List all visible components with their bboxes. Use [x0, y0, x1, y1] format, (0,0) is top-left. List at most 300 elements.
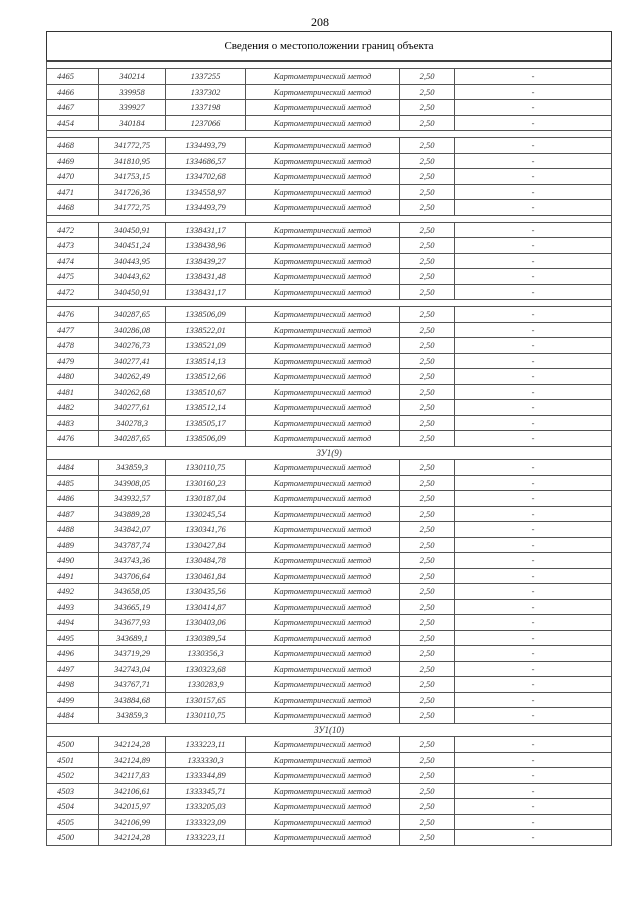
- x-coordinate-cell: 343689,1: [99, 630, 166, 646]
- x-coordinate-cell: 339927: [99, 100, 166, 116]
- description-cell: -: [455, 353, 612, 369]
- x-coordinate-cell: 340277,61: [99, 400, 166, 416]
- accuracy-cell: 2,50: [400, 830, 455, 846]
- point-number-cell: 4472: [47, 284, 99, 300]
- table-row: [47, 115, 612, 131]
- y-coordinate-cell: 1330341,76: [166, 522, 246, 538]
- method-cell: Картометрический метод: [246, 752, 400, 768]
- description-cell: -: [455, 661, 612, 677]
- section-title: ЗУ1(10): [47, 723, 612, 737]
- accuracy-cell: 2,50: [400, 584, 455, 600]
- accuracy-cell: 2,50: [400, 522, 455, 538]
- description-cell: -: [455, 799, 612, 815]
- table-row: [47, 153, 612, 169]
- description-cell: -: [455, 646, 612, 662]
- table-row: [47, 353, 612, 369]
- method-cell: Картометрический метод: [246, 431, 400, 447]
- method-cell: Картометрический метод: [246, 222, 400, 238]
- accuracy-cell: 2,50: [400, 115, 455, 131]
- method-cell: Картометрический метод: [246, 584, 400, 600]
- table-row: [47, 615, 612, 631]
- x-coordinate-cell: 342106,99: [99, 814, 166, 830]
- table-row: [47, 599, 612, 615]
- accuracy-cell: 2,50: [400, 238, 455, 254]
- description-cell: -: [455, 400, 612, 416]
- x-coordinate-cell: 342124,28: [99, 737, 166, 753]
- accuracy-cell: 2,50: [400, 553, 455, 569]
- x-coordinate-cell: 340278,3: [99, 415, 166, 431]
- separator-row: [47, 61, 612, 69]
- table-row: [47, 322, 612, 338]
- table-row: [47, 537, 612, 553]
- table-row: [47, 184, 612, 200]
- y-coordinate-cell: 1330389,54: [166, 630, 246, 646]
- method-cell: Картометрический метод: [246, 200, 400, 216]
- accuracy-cell: 2,50: [400, 475, 455, 491]
- x-coordinate-cell: 343658,05: [99, 584, 166, 600]
- table-row: [47, 630, 612, 646]
- method-cell: Картометрический метод: [246, 69, 400, 85]
- x-coordinate-cell: 342124,89: [99, 752, 166, 768]
- accuracy-cell: 2,50: [400, 138, 455, 154]
- y-coordinate-cell: 1333205,03: [166, 799, 246, 815]
- point-number-cell: 4477: [47, 322, 99, 338]
- y-coordinate-cell: 1330323,68: [166, 661, 246, 677]
- accuracy-cell: 2,50: [400, 768, 455, 784]
- description-cell: -: [455, 222, 612, 238]
- accuracy-cell: 2,50: [400, 84, 455, 100]
- y-coordinate-cell: 1333223,11: [166, 830, 246, 846]
- method-cell: Картометрический метод: [246, 708, 400, 724]
- method-cell: Картометрический метод: [246, 615, 400, 631]
- section-title: ЗУ1(9): [47, 446, 612, 460]
- accuracy-cell: 2,50: [400, 153, 455, 169]
- method-cell: Картометрический метод: [246, 307, 400, 323]
- description-cell: -: [455, 138, 612, 154]
- x-coordinate-cell: 343743,36: [99, 553, 166, 569]
- accuracy-cell: 2,50: [400, 400, 455, 416]
- y-coordinate-cell: 1338522,01: [166, 322, 246, 338]
- method-cell: Картометрический метод: [246, 284, 400, 300]
- y-coordinate-cell: 1330283,9: [166, 677, 246, 693]
- x-coordinate-cell: 340262,49: [99, 369, 166, 385]
- separator-row: [47, 215, 612, 222]
- method-cell: Картометрический метод: [246, 475, 400, 491]
- table-row: [47, 253, 612, 269]
- point-number-cell: 4503: [47, 783, 99, 799]
- table-row: [47, 768, 612, 784]
- method-cell: Картометрический метод: [246, 100, 400, 116]
- point-number-cell: 4473: [47, 238, 99, 254]
- table-row: [47, 522, 612, 538]
- point-number-cell: 4498: [47, 677, 99, 693]
- description-cell: -: [455, 69, 612, 85]
- point-number-cell: 4484: [47, 708, 99, 724]
- x-coordinate-cell: 340443,62: [99, 269, 166, 285]
- point-number-cell: 4488: [47, 522, 99, 538]
- y-coordinate-cell: 1338514,13: [166, 353, 246, 369]
- point-number-cell: 4478: [47, 338, 99, 354]
- accuracy-cell: 2,50: [400, 615, 455, 631]
- description-cell: -: [455, 553, 612, 569]
- y-coordinate-cell: 1337198: [166, 100, 246, 116]
- accuracy-cell: 2,50: [400, 431, 455, 447]
- point-number-cell: 4468: [47, 200, 99, 216]
- point-number-cell: 4489: [47, 537, 99, 553]
- description-cell: -: [455, 460, 612, 476]
- method-cell: Картометрический метод: [246, 400, 400, 416]
- accuracy-cell: 2,50: [400, 169, 455, 185]
- x-coordinate-cell: 341772,75: [99, 200, 166, 216]
- table-row: [47, 830, 612, 846]
- x-coordinate-cell: 343884,68: [99, 692, 166, 708]
- table-row: [47, 799, 612, 815]
- description-cell: -: [455, 269, 612, 285]
- accuracy-cell: 2,50: [400, 307, 455, 323]
- description-cell: -: [455, 537, 612, 553]
- accuracy-cell: 2,50: [400, 491, 455, 507]
- table-row: [47, 338, 612, 354]
- y-coordinate-cell: 1337255: [166, 69, 246, 85]
- y-coordinate-cell: 1330160,23: [166, 475, 246, 491]
- x-coordinate-cell: 341772,75: [99, 138, 166, 154]
- table-row: [47, 708, 612, 724]
- description-cell: -: [455, 475, 612, 491]
- point-number-cell: 4505: [47, 814, 99, 830]
- accuracy-cell: 2,50: [400, 783, 455, 799]
- point-number-cell: 4470: [47, 169, 99, 185]
- x-coordinate-cell: 342743,04: [99, 661, 166, 677]
- y-coordinate-cell: 1330435,56: [166, 584, 246, 600]
- y-coordinate-cell: 1333323,09: [166, 814, 246, 830]
- point-number-cell: 4504: [47, 799, 99, 815]
- method-cell: Картометрический метод: [246, 522, 400, 538]
- point-number-cell: 4469: [47, 153, 99, 169]
- y-coordinate-cell: 1338439,27: [166, 253, 246, 269]
- y-coordinate-cell: 1334558,97: [166, 184, 246, 200]
- point-number-cell: 4501: [47, 752, 99, 768]
- method-cell: Картометрический метод: [246, 84, 400, 100]
- table-row: [47, 400, 612, 416]
- method-cell: Картометрический метод: [246, 169, 400, 185]
- method-cell: Картометрический метод: [246, 338, 400, 354]
- method-cell: Картометрический метод: [246, 353, 400, 369]
- x-coordinate-cell: 340450,91: [99, 222, 166, 238]
- point-number-cell: 4492: [47, 584, 99, 600]
- point-number-cell: 4487: [47, 506, 99, 522]
- accuracy-cell: 2,50: [400, 269, 455, 285]
- y-coordinate-cell: 1338512,14: [166, 400, 246, 416]
- method-cell: Картометрический метод: [246, 138, 400, 154]
- method-cell: Картометрический метод: [246, 537, 400, 553]
- point-number-cell: 4495: [47, 630, 99, 646]
- x-coordinate-cell: 340287,65: [99, 431, 166, 447]
- point-number-cell: 4494: [47, 615, 99, 631]
- y-coordinate-cell: 1334702,68: [166, 169, 246, 185]
- point-number-cell: 4480: [47, 369, 99, 385]
- accuracy-cell: 2,50: [400, 184, 455, 200]
- y-coordinate-cell: 1237066: [166, 115, 246, 131]
- x-coordinate-cell: 341810,95: [99, 153, 166, 169]
- method-cell: Картометрический метод: [246, 253, 400, 269]
- x-coordinate-cell: 342106,61: [99, 783, 166, 799]
- accuracy-cell: 2,50: [400, 69, 455, 85]
- description-cell: -: [455, 783, 612, 799]
- description-cell: -: [455, 568, 612, 584]
- x-coordinate-cell: 343859,3: [99, 708, 166, 724]
- table-row: [47, 568, 612, 584]
- method-cell: Картометрический метод: [246, 415, 400, 431]
- point-number-cell: 4482: [47, 400, 99, 416]
- table-row: [47, 169, 612, 185]
- x-coordinate-cell: 340450,91: [99, 284, 166, 300]
- table-row: [47, 307, 612, 323]
- table-row: [47, 415, 612, 431]
- y-coordinate-cell: 1334493,79: [166, 138, 246, 154]
- table-header-row: [47, 32, 612, 62]
- accuracy-cell: 2,50: [400, 284, 455, 300]
- x-coordinate-cell: 343908,05: [99, 475, 166, 491]
- table-row: [47, 783, 612, 799]
- point-number-cell: 4475: [47, 269, 99, 285]
- point-number-cell: 4465: [47, 69, 99, 85]
- accuracy-cell: 2,50: [400, 369, 455, 385]
- method-cell: Картометрический метод: [246, 599, 400, 615]
- table-row: [47, 553, 612, 569]
- y-coordinate-cell: 1333344,89: [166, 768, 246, 784]
- table-row: [47, 200, 612, 216]
- y-coordinate-cell: 1334686,57: [166, 153, 246, 169]
- method-cell: Картометрический метод: [246, 369, 400, 385]
- accuracy-cell: 2,50: [400, 630, 455, 646]
- y-coordinate-cell: 1338521,09: [166, 338, 246, 354]
- y-coordinate-cell: 1338506,09: [166, 431, 246, 447]
- point-number-cell: 4467: [47, 100, 99, 116]
- method-cell: Картометрический метод: [246, 184, 400, 200]
- x-coordinate-cell: 342124,28: [99, 830, 166, 846]
- boundary-coordinates-table: [46, 31, 612, 846]
- point-number-cell: 4471: [47, 184, 99, 200]
- accuracy-cell: 2,50: [400, 692, 455, 708]
- point-number-cell: 4474: [47, 253, 99, 269]
- description-cell: -: [455, 253, 612, 269]
- section-title-row: [47, 446, 612, 460]
- x-coordinate-cell: 339958: [99, 84, 166, 100]
- description-cell: -: [455, 752, 612, 768]
- description-cell: -: [455, 768, 612, 784]
- description-cell: -: [455, 737, 612, 753]
- table-row: [47, 369, 612, 385]
- y-coordinate-cell: 1330356,3: [166, 646, 246, 662]
- method-cell: Картометрический метод: [246, 661, 400, 677]
- method-cell: Картометрический метод: [246, 630, 400, 646]
- x-coordinate-cell: 343706,64: [99, 568, 166, 584]
- accuracy-cell: 2,50: [400, 506, 455, 522]
- accuracy-cell: 2,50: [400, 253, 455, 269]
- y-coordinate-cell: 1330187,04: [166, 491, 246, 507]
- accuracy-cell: 2,50: [400, 737, 455, 753]
- point-number-cell: 4481: [47, 384, 99, 400]
- method-cell: Картометрический метод: [246, 677, 400, 693]
- table-row: [47, 814, 612, 830]
- y-coordinate-cell: 1330461,84: [166, 568, 246, 584]
- point-number-cell: 4468: [47, 138, 99, 154]
- table-row: [47, 752, 612, 768]
- method-cell: Картометрический метод: [246, 506, 400, 522]
- y-coordinate-cell: 1333345,71: [166, 783, 246, 799]
- method-cell: Картометрический метод: [246, 153, 400, 169]
- y-coordinate-cell: 1330403,06: [166, 615, 246, 631]
- y-coordinate-cell: 1338512,66: [166, 369, 246, 385]
- y-coordinate-cell: 1330157,65: [166, 692, 246, 708]
- y-coordinate-cell: 1334493,79: [166, 200, 246, 216]
- point-number-cell: 4493: [47, 599, 99, 615]
- table-row: [47, 661, 612, 677]
- y-coordinate-cell: 1337302: [166, 84, 246, 100]
- y-coordinate-cell: 1330414,87: [166, 599, 246, 615]
- accuracy-cell: 2,50: [400, 708, 455, 724]
- x-coordinate-cell: 340451,24: [99, 238, 166, 254]
- x-coordinate-cell: 342117,83: [99, 768, 166, 784]
- description-cell: -: [455, 630, 612, 646]
- table-row: [47, 84, 612, 100]
- method-cell: Картометрический метод: [246, 768, 400, 784]
- x-coordinate-cell: 340276,73: [99, 338, 166, 354]
- method-cell: Картометрический метод: [246, 568, 400, 584]
- description-cell: -: [455, 491, 612, 507]
- x-coordinate-cell: 340262,68: [99, 384, 166, 400]
- table-row: [47, 491, 612, 507]
- section-title-row: [47, 723, 612, 737]
- table-row: [47, 646, 612, 662]
- table-row: [47, 138, 612, 154]
- table-row: [47, 475, 612, 491]
- y-coordinate-cell: 1338431,48: [166, 269, 246, 285]
- method-cell: Картометрический метод: [246, 553, 400, 569]
- description-cell: -: [455, 369, 612, 385]
- x-coordinate-cell: 343767,71: [99, 677, 166, 693]
- y-coordinate-cell: 1338438,96: [166, 238, 246, 254]
- point-number-cell: 4499: [47, 692, 99, 708]
- table-row: [47, 384, 612, 400]
- y-coordinate-cell: 1333330,3: [166, 752, 246, 768]
- description-cell: -: [455, 338, 612, 354]
- method-cell: Картометрический метод: [246, 384, 400, 400]
- table-row: [47, 737, 612, 753]
- method-cell: Картометрический метод: [246, 814, 400, 830]
- method-cell: Картометрический метод: [246, 491, 400, 507]
- accuracy-cell: 2,50: [400, 415, 455, 431]
- point-number-cell: 4476: [47, 307, 99, 323]
- description-cell: -: [455, 200, 612, 216]
- x-coordinate-cell: 343842,07: [99, 522, 166, 538]
- description-cell: -: [455, 830, 612, 846]
- table-row: [47, 460, 612, 476]
- accuracy-cell: 2,50: [400, 677, 455, 693]
- method-cell: Картометрический метод: [246, 646, 400, 662]
- accuracy-cell: 2,50: [400, 814, 455, 830]
- accuracy-cell: 2,50: [400, 752, 455, 768]
- y-coordinate-cell: 1330245,54: [166, 506, 246, 522]
- y-coordinate-cell: 1333223,11: [166, 737, 246, 753]
- table-row: [47, 69, 612, 85]
- point-number-cell: 4479: [47, 353, 99, 369]
- point-number-cell: 4484: [47, 460, 99, 476]
- point-number-cell: 4454: [47, 115, 99, 131]
- separator-row: [47, 300, 612, 307]
- method-cell: Картометрический метод: [246, 269, 400, 285]
- point-number-cell: 4496: [47, 646, 99, 662]
- y-coordinate-cell: 1330484,78: [166, 553, 246, 569]
- accuracy-cell: 2,50: [400, 568, 455, 584]
- y-coordinate-cell: 1338431,17: [166, 222, 246, 238]
- x-coordinate-cell: 343787,74: [99, 537, 166, 553]
- method-cell: Картометрический метод: [246, 692, 400, 708]
- y-coordinate-cell: 1338431,17: [166, 284, 246, 300]
- description-cell: -: [455, 184, 612, 200]
- point-number-cell: 4490: [47, 553, 99, 569]
- description-cell: -: [455, 599, 612, 615]
- separator-row: [47, 131, 612, 138]
- x-coordinate-cell: 341753,15: [99, 169, 166, 185]
- point-number-cell: 4476: [47, 431, 99, 447]
- accuracy-cell: 2,50: [400, 599, 455, 615]
- description-cell: -: [455, 238, 612, 254]
- x-coordinate-cell: 343889,28: [99, 506, 166, 522]
- description-cell: -: [455, 307, 612, 323]
- point-number-cell: 4485: [47, 475, 99, 491]
- description-cell: -: [455, 708, 612, 724]
- x-coordinate-cell: 343677,93: [99, 615, 166, 631]
- description-cell: -: [455, 115, 612, 131]
- point-number-cell: 4483: [47, 415, 99, 431]
- method-cell: Картометрический метод: [246, 830, 400, 846]
- table-body: [47, 32, 612, 846]
- table-row: [47, 692, 612, 708]
- table-title: Сведения о местоположении границ объекта: [47, 32, 612, 62]
- y-coordinate-cell: 1338510,67: [166, 384, 246, 400]
- accuracy-cell: 2,50: [400, 537, 455, 553]
- x-coordinate-cell: 340277,41: [99, 353, 166, 369]
- table-row: [47, 506, 612, 522]
- x-coordinate-cell: 341726,36: [99, 184, 166, 200]
- description-cell: -: [455, 615, 612, 631]
- x-coordinate-cell: 343859,3: [99, 460, 166, 476]
- method-cell: Картометрический метод: [246, 460, 400, 476]
- description-cell: -: [455, 814, 612, 830]
- accuracy-cell: 2,50: [400, 338, 455, 354]
- point-number-cell: 4486: [47, 491, 99, 507]
- point-number-cell: 4500: [47, 737, 99, 753]
- x-coordinate-cell: 343719,29: [99, 646, 166, 662]
- description-cell: -: [455, 384, 612, 400]
- table-row: [47, 269, 612, 285]
- description-cell: -: [455, 84, 612, 100]
- description-cell: -: [455, 100, 612, 116]
- accuracy-cell: 2,50: [400, 646, 455, 662]
- point-number-cell: 4502: [47, 768, 99, 784]
- method-cell: Картометрический метод: [246, 799, 400, 815]
- accuracy-cell: 2,50: [400, 799, 455, 815]
- description-cell: -: [455, 322, 612, 338]
- method-cell: Картометрический метод: [246, 238, 400, 254]
- page-number: 208: [311, 15, 329, 29]
- accuracy-cell: 2,50: [400, 222, 455, 238]
- method-cell: Картометрический метод: [246, 115, 400, 131]
- description-cell: -: [455, 677, 612, 693]
- accuracy-cell: 2,50: [400, 460, 455, 476]
- y-coordinate-cell: 1330110,75: [166, 460, 246, 476]
